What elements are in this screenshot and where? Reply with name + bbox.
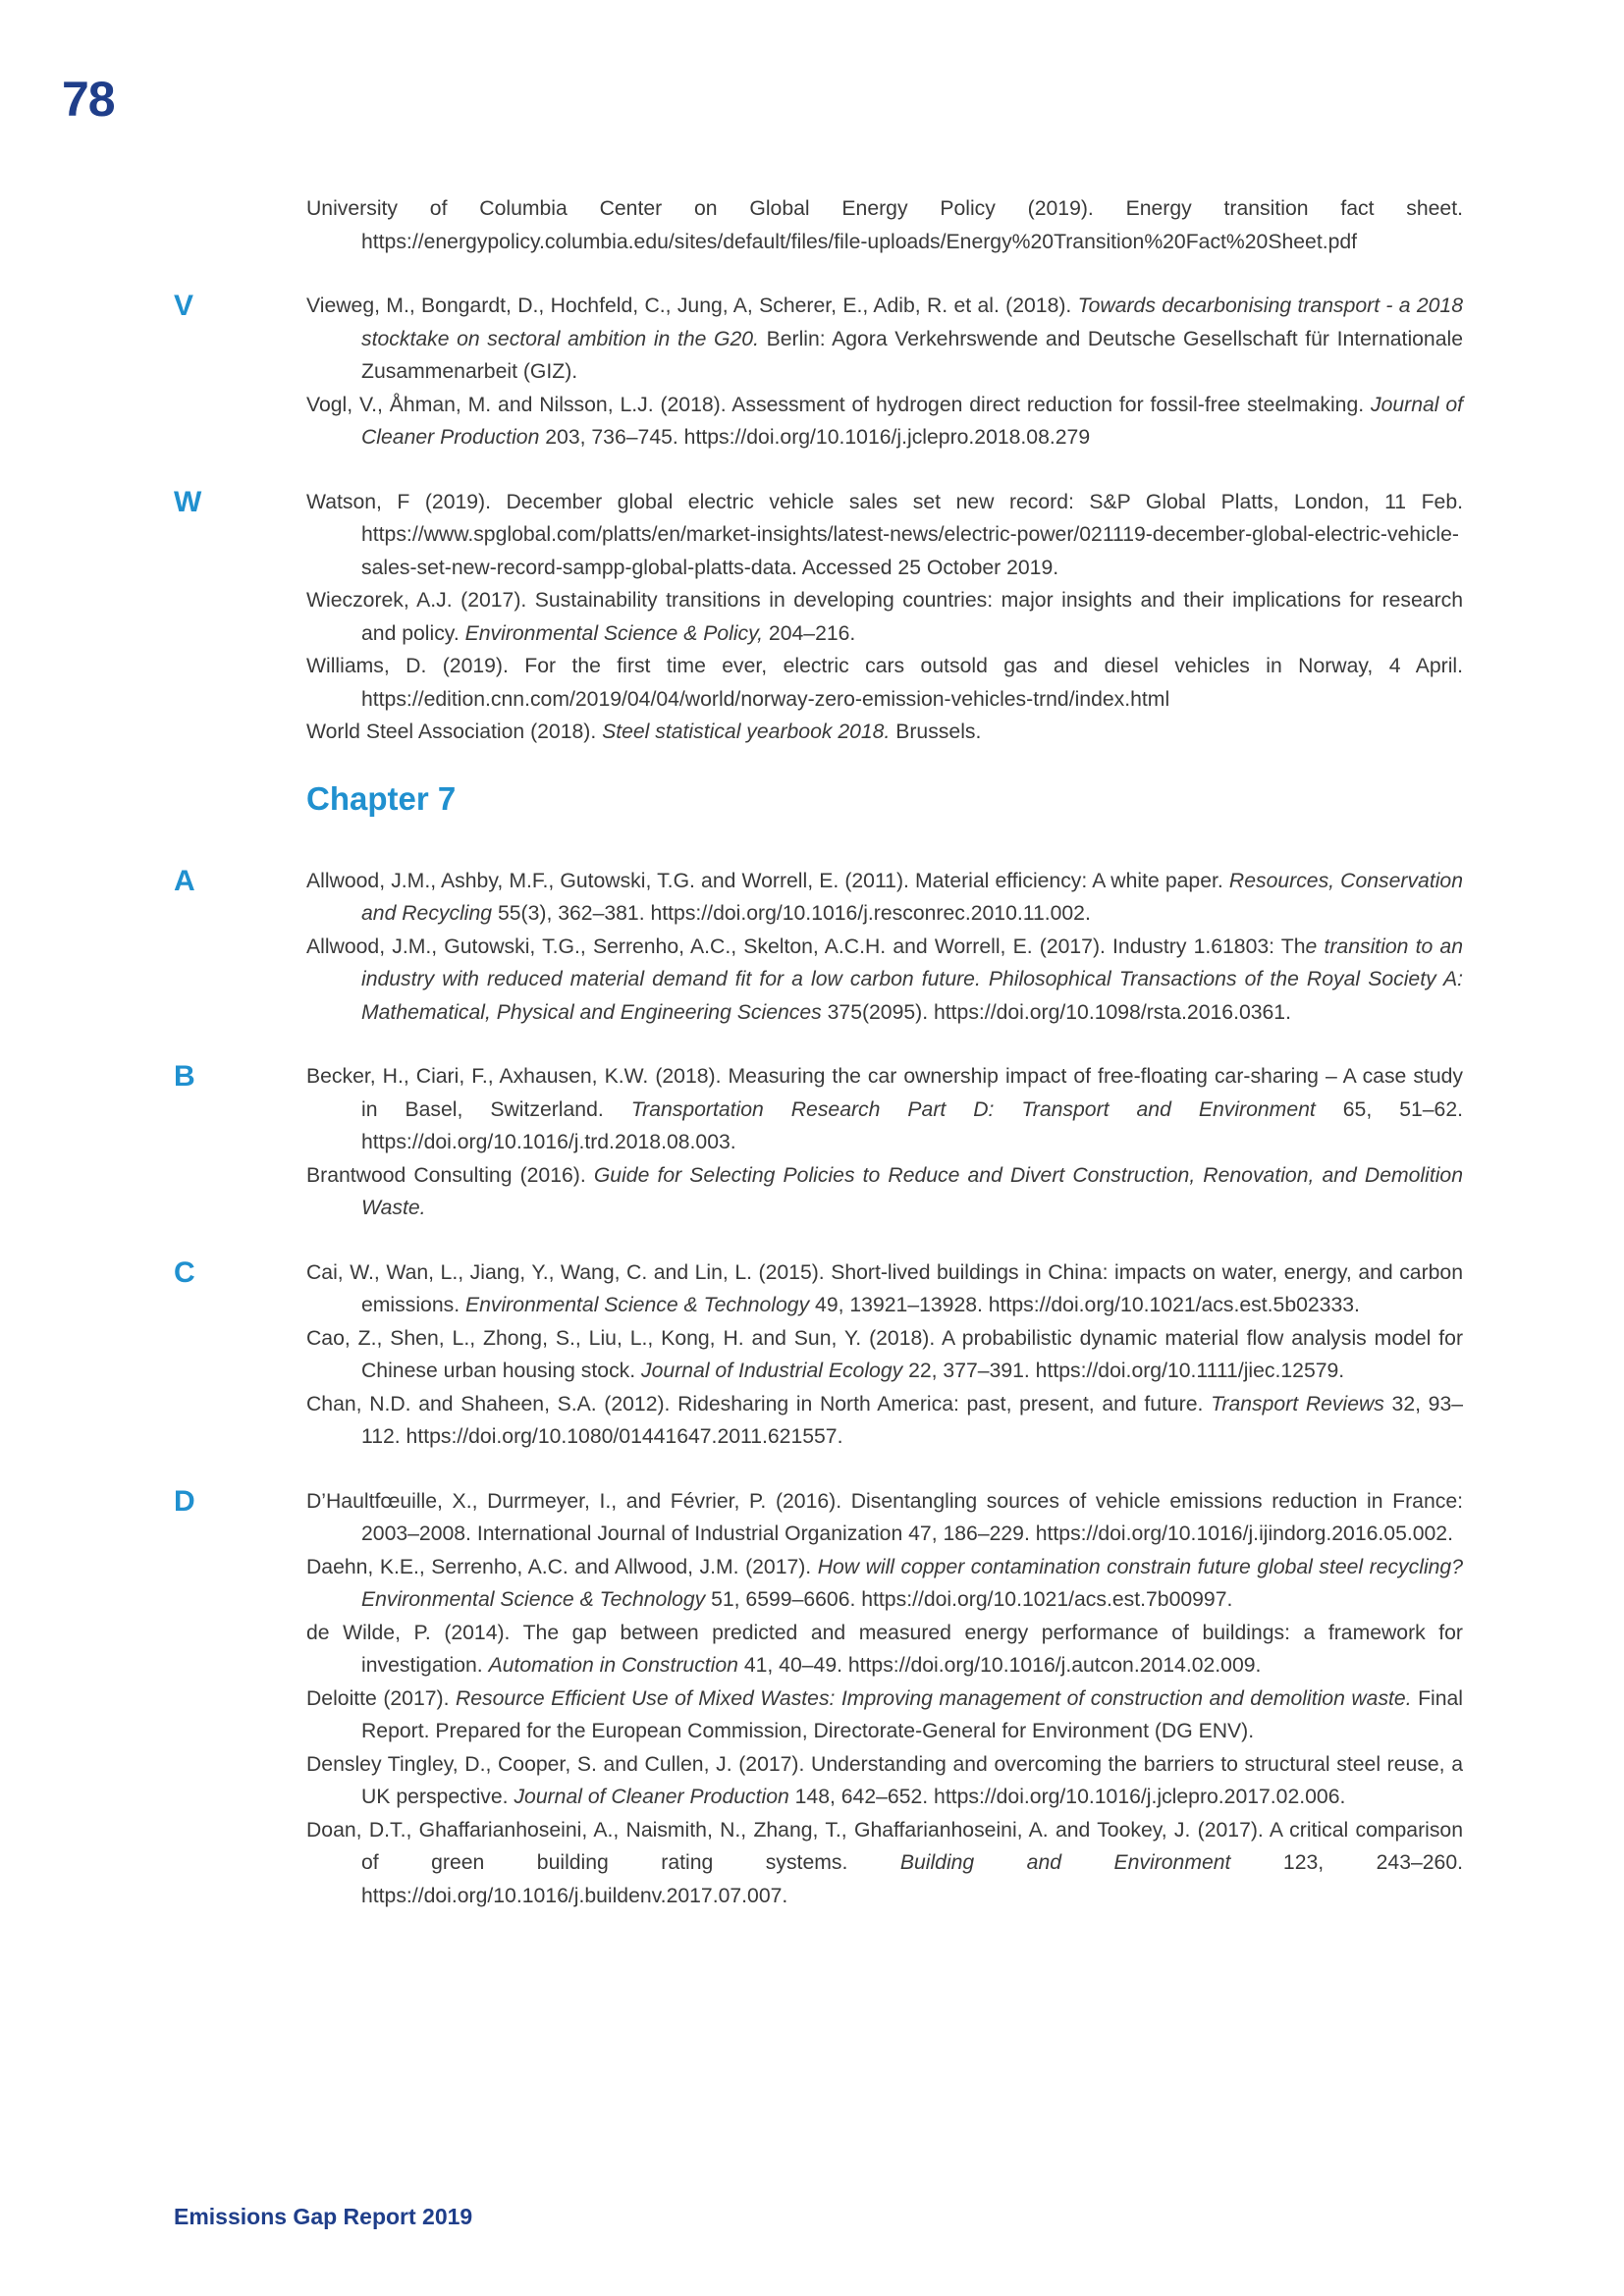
reference-text-segment: Chan, N.D. and Shaheen, S.A. (2012). Ridesharing in North America: past, present, and future.: [306, 1392, 1212, 1415]
reference-italic-segment: Resources, Conservation and Recycling: [361, 869, 1463, 925]
reference-entry: [306, 650, 1463, 716]
reference-text-segment: Watson, F (2019). December global electric vehicle sales set new record: S&P Global Platts, London, 11 Feb. https://www.spglobal.com/platts/en/market-insights/latest-news/electric-power/021119-december-global-electric-vehicle-sales-set-new-record-sampp-global-platts-data. Accessed 25 October 2019.: [306, 490, 1463, 579]
reference-text-segment: Deloitte (2017).: [306, 1686, 456, 1710]
reference-italic-segment: Transport Reviews: [1211, 1392, 1384, 1415]
alphabet-letter: W: [174, 485, 202, 518]
reference-text-segment: Densley Tingley, D., Cooper, S. and Cullen, J. (2017). Understanding and overcoming the barriers to structural steel reuse, a UK perspective.: [306, 1752, 1463, 1808]
chapter-heading: Chapter 7: [306, 779, 457, 817]
reference-group: [0, 290, 1624, 454]
reference-entry: [306, 931, 1463, 1030]
reference-text-segment: Daehn, K.E., Serrenho, A.C. and Allwood, J.M. (2017).: [306, 1555, 818, 1578]
reference-entry: [306, 865, 1463, 931]
reference-text-segment: Becker, H., Ciari, F., Axhausen, K.W. (2018). Measuring the car ownership impact of free-floating car-sharing – A case study in Basel, Switzerland.: [306, 1065, 1463, 1121]
reference-text-segment: 204–216.: [763, 621, 856, 645]
report-footer: Emissions Gap Report 2019: [174, 2204, 473, 2229]
reference-entry: [306, 1682, 1463, 1748]
reference-entry: [306, 1256, 1463, 1322]
reference-entry: [306, 290, 1463, 389]
alphabet-letter: A: [174, 864, 195, 897]
reference-text-segment: 49, 13921–13928. https://doi.org/10.1021/acs.est.5b02333.: [809, 1294, 1360, 1316]
reference-entry: [306, 1322, 1463, 1388]
reference-italic-segment: Environmental Science & Policy,: [464, 621, 764, 645]
reference-text-segment: 41, 40–49. https://doi.org/10.1016/j.autcon.2014.02.009.: [737, 1654, 1262, 1677]
reference-entry: [306, 1551, 1463, 1617]
reference-group: [0, 865, 1624, 1030]
reference-entry: [306, 486, 1463, 585]
reference-text-segment: Brussels.: [890, 721, 982, 743]
reference-italic-segment: Guide for Selecting Policies to Reduce and Divert Construction, Renovation, and Demolition Waste.: [361, 1163, 1463, 1219]
reference-group: [0, 1256, 1624, 1454]
reference-text-segment: 51, 6599–6606. https://doi.org/10.1021/acs.est.7b00997.: [705, 1588, 1233, 1611]
reference-text-segment: Doan, D.T., Ghaffarianhoseini, A., Naismith, N., Zhang, T., Ghaffarianhoseini, A. and Tookey, J. (2017). A critical comparison of green building rating systems.: [306, 1818, 1463, 1874]
reference-italic-segment: Journal of Cleaner Production: [514, 1786, 789, 1808]
reference-text-segment: Vieweg, M., Bongardt, D., Hochfeld, C., Jung, A, Scherer, E., Adib, R. et al. (2018).: [306, 294, 1078, 317]
reference-entry: [306, 716, 1463, 749]
reference-text-segment: 22, 377–391. https://doi.org/10.1111/jiec.12579.: [902, 1360, 1345, 1382]
reference-italic-segment: Resource Efficient Use of Mixed Wastes: Improving management of construction and demolition waste.: [455, 1686, 1412, 1710]
reference-italic-segment: e transition to an industry with reduced material demand fit for a low carbon future. Philosophical Transactions of the Royal Society A: Mathematical, Physical and Engineering Sciences: [361, 934, 1464, 1024]
reference-entry: [306, 1388, 1463, 1454]
reference-text-segment: World Steel Association (2018).: [306, 721, 603, 743]
reference-entry: [306, 1060, 1463, 1159]
reference-list: [0, 192, 1624, 1944]
reference-italic-segment: Towards decarbonising transport - a 2018 stocktake on sectoral ambition in the G20.: [361, 294, 1463, 350]
reference-text-segment: 123, 243–260. https://doi.org/10.1016/j.buildenv.2017.07.007.: [361, 1851, 1463, 1907]
reference-entry: [306, 1748, 1463, 1814]
alphabet-letter: B: [174, 1060, 195, 1093]
reference-text-segment: de Wilde, P. (2014). The gap between predicted and measured energy performance of buildings: a framework for investigation.: [306, 1621, 1463, 1677]
reference-text-segment: Berlin: Agora Verkehrswende and Deutsche Gesellschaft für Internationale Zusammenarbeit (GIZ).: [361, 327, 1463, 383]
reference-italic-segment: Steel statistical yearbook 2018.: [602, 721, 891, 743]
reference-text-segment: 65, 51–62. https://doi.org/10.1016/j.trd.2018.08.003.: [361, 1097, 1464, 1153]
reference-text-segment: University of Columbia Center on Global Energy Policy (2019). Energy transition fact sheet. https://energypolicy.columbia.edu/sites/default/files/file-uploads/Energy%20Transition%20Fact%20Sheet.pdf: [306, 197, 1463, 253]
alphabet-letter: C: [174, 1255, 195, 1289]
reference-text-segment: 148, 642–652. https://doi.org/10.1016/j.jclepro.2017.02.006.: [788, 1786, 1346, 1808]
alphabet-letter: V: [174, 290, 194, 322]
reference-text-segment: Williams, D. (2019). For the first time ever, electric cars outsold gas and diesel vehicles in Norway, 4 April. https://edition.cnn.com/2019/04/04/world/norway-zero-emission-vehicles-trnd/index.html: [306, 655, 1463, 711]
reference-text-segment: Cai, W., Wan, L., Jiang, Y., Wang, C. and Lin, L. (2015). Short-lived buildings in China: impacts on water, energy, and carbon emissions.: [306, 1260, 1463, 1316]
reference-text-segment: 203, 736–745. https://doi.org/10.1016/j.jclepro.2018.08.279: [539, 426, 1091, 449]
reference-italic-segment: Building and Environment: [899, 1851, 1231, 1874]
reference-text-segment: D’Haultfœuille, X., Durrmeyer, I., and Février, P. (2016). Disentangling sources of vehicle emissions reduction in France: 2003–2008. International Journal of Industrial Organization 47, 186–229. https://doi.org/10.1016/j.ijindorg.2016.05.002.: [306, 1489, 1463, 1545]
reference-text-segment: 55(3), 362–381. https://doi.org/10.1016/j.resconrec.2010.11.002.: [492, 902, 1091, 925]
reference-group: [0, 1485, 1624, 1913]
reference-entry: [306, 1617, 1463, 1682]
reference-text-segment: 375(2095). https://doi.org/10.1098/rsta.2016.0361.: [821, 1000, 1291, 1024]
reference-entry: [306, 584, 1463, 650]
reference-text-segment: Allwood, J.M., Gutowski, T.G., Serrenho, A.C., Skelton, A.C.H. and Worrell, E. (2017). Industry 1.61803: Th: [306, 934, 1306, 958]
reference-entry: [306, 1814, 1463, 1913]
page-number: 78: [62, 72, 115, 127]
reference-group: [0, 192, 1624, 258]
reference-text-segment: Cao, Z., Shen, L., Zhong, S., Liu, L., Kong, H. and Sun, Y. (2018). A probabilistic dynamic material flow analysis model for Chinese urban housing stock.: [306, 1326, 1463, 1382]
reference-group: [0, 1060, 1624, 1225]
reference-italic-segment: Transportation Research Part D: Transport and Environment: [630, 1097, 1316, 1121]
reference-text-segment: Wieczorek, A.J. (2017). Sustainability transitions in developing countries: major insights and their implications for research and policy.: [306, 589, 1463, 645]
reference-text-segment: Final Report. Prepared for the European Commission, Directorate-General for Environment (DG ENV).: [361, 1686, 1464, 1742]
alphabet-letter: D: [174, 1484, 195, 1518]
reference-italic-segment: How will copper contamination constrain future global steel recycling? Environmental Science & Technology: [361, 1555, 1463, 1611]
reference-italic-segment: Journal of Cleaner Production: [361, 393, 1463, 449]
reference-text-segment: Vogl, V., Åhman, M. and Nilsson, L.J. (2018). Assessment of hydrogen direct reduction for fossil-free steelmaking.: [306, 393, 1371, 416]
reference-italic-segment: Environmental Science & Technology: [464, 1294, 810, 1316]
reference-text-segment: Brantwood Consulting (2016).: [306, 1163, 594, 1187]
reference-text-segment: Allwood, J.M., Ashby, M.F., Gutowski, T.G. and Worrell, E. (2011). Material efficiency: A white paper.: [306, 869, 1229, 892]
reference-italic-segment: Journal of Industrial Ecology: [641, 1360, 903, 1382]
reference-entry: [306, 1485, 1463, 1551]
reference-italic-segment: Automation in Construction: [488, 1654, 738, 1677]
reference-entry: [306, 389, 1463, 454]
reference-entry: [306, 1159, 1463, 1225]
reference-entry: [306, 192, 1463, 258]
reference-text-segment: 32, 93–112. https://doi.org/10.1080/01441647.2011.621557.: [361, 1392, 1464, 1448]
reference-group: [0, 486, 1624, 749]
